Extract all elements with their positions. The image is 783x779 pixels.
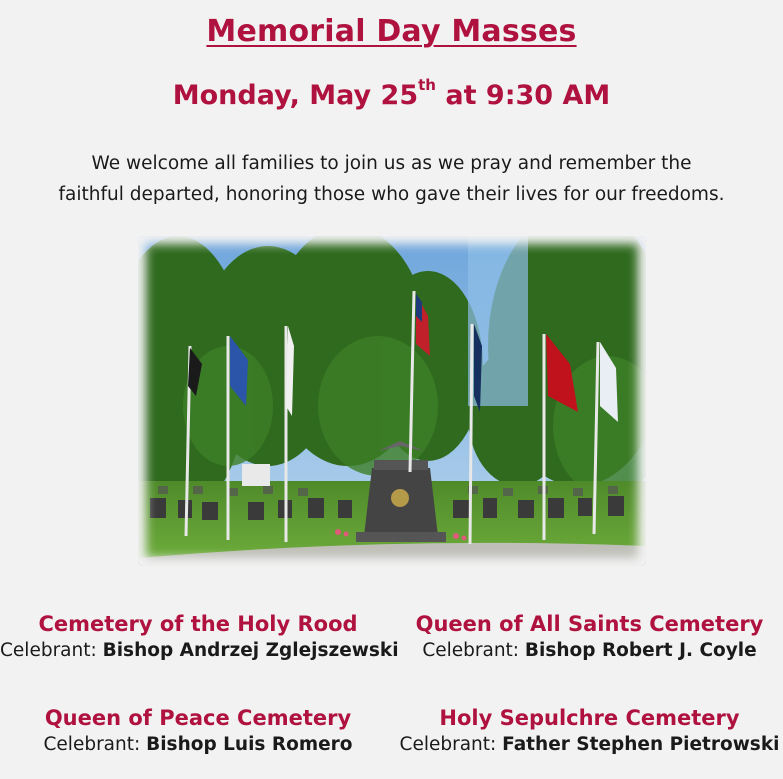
date-prefix: Monday, May 25 — [172, 80, 419, 111]
celebrant-name: Bishop Robert J. Coyle — [524, 640, 757, 661]
intro-line-2: faithful departed, honoring those who gave their lives for our freedoms. — [58, 184, 725, 205]
memorial-photo — [138, 236, 646, 566]
celebrant-line — [396, 734, 783, 755]
celebrant-label: Celebrant: — [0, 640, 103, 661]
celebrant-name: Father Stephen Pietrowski — [502, 734, 780, 755]
celebrant-label: Celebrant: — [43, 734, 147, 755]
celebrant-label: Celebrant: — [399, 734, 503, 755]
celebrant-line — [396, 640, 783, 661]
celebrant-name: Bishop Luis Romero — [146, 734, 353, 755]
cemetery-name: Queen of Peace Cemetery — [44, 706, 352, 730]
event-date — [0, 76, 783, 111]
celebrant-line — [0, 734, 396, 755]
cemetery-queen-of-all-saints — [396, 612, 783, 661]
celebrant-label: Celebrant: — [422, 640, 525, 661]
cemetery-holy-sepulchre — [396, 706, 783, 755]
cemetery-name: Cemetery of the Holy Rood — [38, 612, 358, 636]
intro-text — [0, 148, 783, 210]
cemetery-name: Holy Sepulchre Cemetery — [439, 706, 740, 730]
celebrant-name: Bishop Andrzej Zglejszewski — [102, 640, 399, 661]
page-title: Memorial Day Masses — [206, 14, 577, 49]
cemetery-queen-of-peace — [0, 706, 396, 755]
cemetery-holy-rood — [0, 612, 399, 661]
date-time: at 9:30 AM — [435, 80, 611, 111]
celebrant-line — [0, 640, 399, 661]
cemetery-name: Queen of All Saints Cemetery — [415, 612, 764, 636]
intro-line-1: We welcome all families to join us as we pray and remember the — [91, 153, 692, 174]
memorial-photo-illustration — [138, 236, 646, 566]
date-suffix: th — [418, 76, 436, 94]
